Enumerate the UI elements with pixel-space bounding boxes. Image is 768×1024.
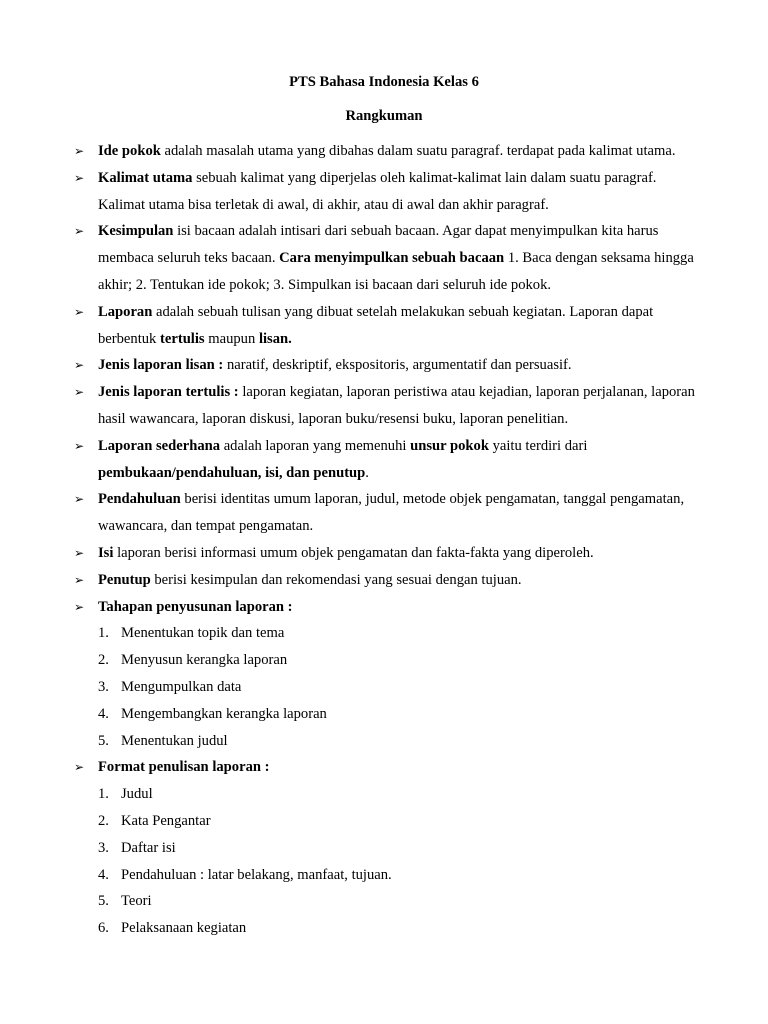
bullet-item-pendahuluan (0, 486, 698, 540)
arrowhead-bullet-icon: ➢ (74, 224, 85, 239)
term: Cara menyimpulkan sebuah bacaan (279, 250, 505, 267)
numbered-item (0, 888, 681, 915)
bullet-item-tahapan (0, 594, 698, 621)
definition: . (365, 464, 369, 481)
definition: laporan berisi informasi umum objek pengamatan dan fakta-fakta yang diperoleh. (113, 544, 594, 561)
arrowhead-bullet-icon: ➢ (74, 599, 85, 614)
page-title: PTS Bahasa Indonesia Kelas 6 (289, 74, 479, 90)
item-number: 4. (98, 866, 109, 883)
numbered-item (0, 728, 681, 755)
item-text: Menentukan judul (121, 732, 228, 749)
arrowhead-bullet-icon: ➢ (74, 760, 85, 775)
bullet-item-ide-pokok (0, 138, 698, 165)
definition: yaitu terdiri dari (488, 437, 588, 454)
definition: berisi kesimpulan dan rekomendasi yang sesuai dengan tujuan. (150, 571, 522, 588)
item-text: Pendahuluan : latar belakang, manfaat, tujuan. (121, 866, 392, 883)
numbered-item (0, 862, 681, 889)
bullet-item-laporan-sederhana (0, 433, 698, 487)
term: lisan. (258, 330, 292, 347)
arrowhead-bullet-icon: ➢ (74, 144, 85, 158)
numbered-item (0, 674, 681, 701)
item-text: Mengumpulkan data (121, 678, 242, 695)
item-text: Menyusun kerangka laporan (121, 652, 288, 669)
term: Tahapan penyusunan laporan : (98, 598, 293, 615)
term: Laporan sederhana (98, 437, 221, 454)
term: Pendahuluan (98, 491, 181, 508)
item-text: Mengembangkan kerangka laporan (121, 705, 327, 722)
term: Kesimpulan (98, 223, 174, 240)
arrowhead-bullet-icon: ➢ (74, 385, 85, 400)
item-text: Judul (121, 786, 153, 803)
term: unsur pokok (410, 437, 489, 454)
definition: adalah laporan yang memenuhi (220, 437, 411, 454)
item-number: 4. (98, 705, 109, 722)
numbered-item (0, 781, 681, 808)
definition: maupun (204, 330, 259, 347)
bullet-item-jenis-laporan-lisan (0, 352, 698, 379)
bullet-item-kalimat-utama (0, 165, 698, 219)
item-text: Teori (121, 893, 152, 910)
item-number: 1. (98, 786, 109, 803)
numbered-item (0, 808, 681, 835)
bullet-item-kesimpulan (0, 218, 698, 298)
item-text: Menentukan topik dan tema (121, 625, 285, 642)
summary-content (0, 138, 768, 942)
term: Jenis laporan tertulis : (98, 384, 239, 401)
page-subtitle: Rangkuman (345, 108, 423, 124)
term: Laporan (98, 303, 153, 320)
arrowhead-bullet-icon: ➢ (74, 358, 85, 373)
term: pembukaan/pendahuluan, isi, dan penutup (98, 464, 366, 481)
bullet-item-penutup (0, 567, 698, 594)
item-number: 3. (98, 839, 109, 856)
term: tertulis (160, 330, 205, 347)
definition: berisi identitas umum laporan, judul, metode objek pengamatan, tanggal pengamatan, wawancara, dan tempat pengamatan. (98, 491, 685, 535)
term: Kalimat utama (98, 169, 193, 186)
item-number: 6. (98, 920, 109, 937)
item-number: 1. (98, 625, 109, 642)
item-number: 3. (98, 678, 109, 695)
numbered-item (0, 835, 681, 862)
arrowhead-bullet-icon: ➢ (74, 545, 85, 560)
term: Penutup (98, 571, 151, 588)
item-number: 5. (98, 732, 109, 749)
definition: laporan kegiatan, laporan peristiwa atau kejadian, laporan perjalanan, laporan hasil wawancara, laporan diskusi, laporan buku/resensi buku, laporan penelitian. (98, 384, 695, 427)
arrowhead-bullet-icon: ➢ (74, 438, 85, 453)
arrowhead-bullet-icon: ➢ (74, 492, 85, 507)
definition: adalah sebuah tulisan yang dibuat setelah melakukan sebuah kegiatan. Laporan dapat berbentuk (98, 303, 654, 347)
term: Isi (98, 544, 114, 561)
numbered-item (0, 915, 681, 942)
numbered-item (0, 701, 681, 728)
item-number: 2. (98, 652, 109, 669)
numbered-item (0, 647, 681, 674)
term: Jenis laporan lisan : (98, 357, 224, 374)
definition: isi bacaan adalah intisari dari sebuah bacaan. Agar dapat menyimpulkan kita harus membaca seluruh teks bacaan. (98, 223, 659, 267)
item-text: Daftar isi (121, 839, 176, 856)
item-number: 5. (98, 893, 109, 910)
definition: adalah masalah utama yang dibahas dalam suatu paragraf. terdapat pada kalimat utama. (160, 143, 676, 159)
item-text: Pelaksanaan kegiatan (121, 920, 247, 937)
arrowhead-bullet-icon: ➢ (74, 304, 85, 319)
bullet-item-laporan (0, 299, 698, 353)
item-number: 2. (98, 812, 109, 829)
item-text: Kata Pengantar (121, 812, 211, 829)
definition: sebuah kalimat yang diperjelas oleh kalimat-kalimat lain dalam suatu paragraf. Kalimat utama bisa terletak di awal, di akhir, atau di awal dan akhir paragraf. (98, 169, 657, 213)
arrowhead-bullet-icon: ➢ (74, 170, 85, 185)
term: Ide pokok (98, 143, 161, 159)
bullet-item-jenis-laporan-tertulis (0, 379, 698, 433)
definition: 1. Baca dengan seksama hingga akhir; 2. Tentukan ide pokok; 3. Simpulkan isi bacaan dari seluruh ide pokok. (98, 250, 694, 293)
bullet-item-isi (0, 540, 698, 567)
bullet-item-format (0, 754, 698, 781)
definition: naratif, deskriptif, ekspositoris, argumentatif dan persuasif. (223, 357, 572, 374)
numbered-item (0, 620, 681, 647)
arrowhead-bullet-icon: ➢ (74, 572, 85, 587)
term: Format penulisan laporan : (98, 759, 270, 776)
